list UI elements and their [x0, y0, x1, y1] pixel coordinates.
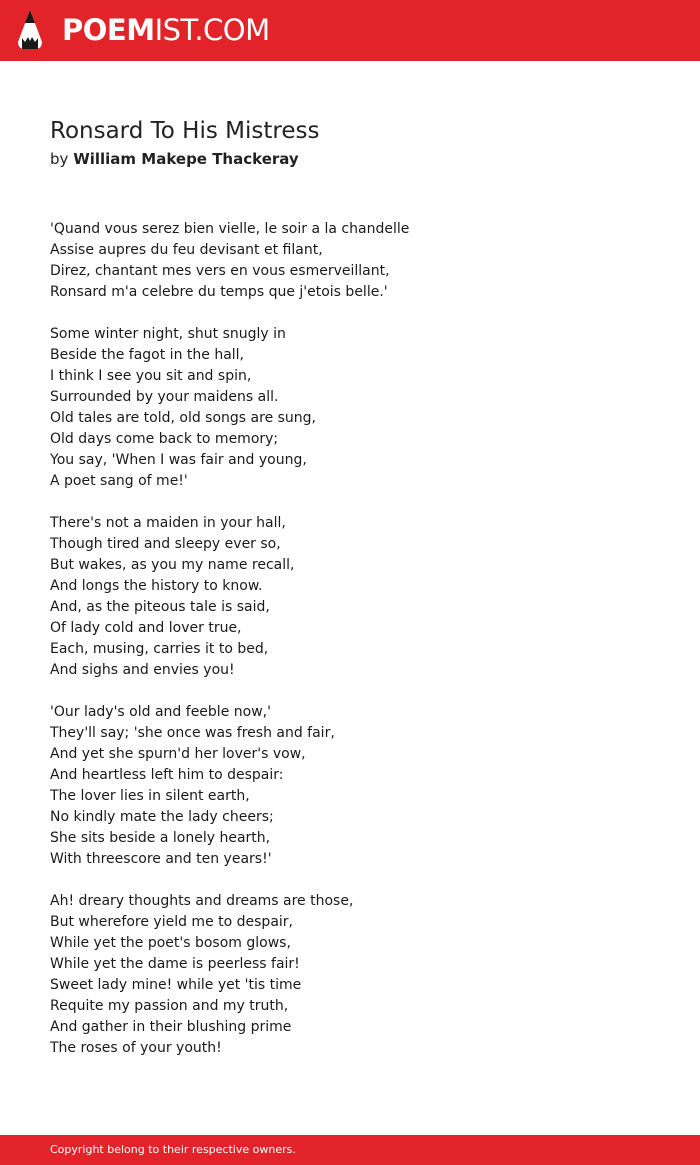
- brand-light-text: IST.COM: [154, 13, 270, 47]
- poem-line: Old tales are told, old songs are sung,: [50, 410, 317, 426]
- brand-bold-text: POEM: [62, 13, 155, 47]
- by-label: by: [50, 150, 69, 168]
- site-logo-wordmark[interactable]: [62, 13, 270, 47]
- poem-line: The roses of your youth!: [50, 1040, 222, 1056]
- poem-line: But wakes, as you my name recall,: [50, 557, 295, 573]
- poem-line: She sits beside a lonely hearth,: [50, 830, 271, 846]
- poem-line: And, as the piteous tale is said,: [50, 599, 270, 615]
- poem-line: Though tired and sleepy ever so,: [50, 536, 281, 552]
- poem-line: You say, 'When I was fair and young,: [50, 452, 307, 468]
- site-footer: [0, 1135, 700, 1165]
- poem-line: And sighs and envies you!: [50, 662, 235, 678]
- poem-line: Ah! dreary thoughts and dreams are those,: [50, 893, 354, 909]
- poem-line: With threescore and ten years!': [50, 851, 272, 867]
- stanza: [50, 324, 670, 492]
- stanza: [50, 891, 670, 1059]
- poem-line: They'll say; 'she once was fresh and fair,: [50, 725, 335, 741]
- poem-title: Ronsard To His Mistress: [50, 118, 320, 144]
- poem-line: While yet the dame is peerless fair!: [50, 956, 300, 972]
- poem-line: 'Our lady's old and feeble now,': [50, 704, 271, 720]
- byline: [50, 149, 299, 169]
- copyright-notice: Copyright belong to their respective owners.: [50, 1143, 296, 1156]
- poem-line: Some winter night, shut snugly in: [50, 326, 286, 342]
- poem-line: Of lady cold and lover true,: [50, 620, 242, 636]
- poem-line: Beside the fagot in the hall,: [50, 347, 244, 363]
- poem-line: Old days come back to memory;: [50, 431, 279, 447]
- poem-line: Sweet lady mine! while yet 'tis time: [50, 977, 302, 993]
- poem-line: There's not a maiden in your hall,: [50, 515, 286, 531]
- stanza: [50, 219, 670, 303]
- poem-line: Direz, chantant mes vers en vous esmerveillant,: [50, 263, 390, 279]
- author-name: William Makepe Thackeray: [73, 150, 299, 168]
- pencil-tip-icon[interactable]: [16, 9, 44, 51]
- poem-line: But wherefore yield me to despair,: [50, 914, 293, 930]
- poem-body: [50, 219, 670, 1080]
- poem-line: Ronsard m'a celebre du temps que j'etois belle.': [50, 284, 388, 300]
- stanza: [50, 702, 670, 870]
- poem-line: And longs the history to know.: [50, 578, 263, 594]
- poem-line: The lover lies in silent earth,: [50, 788, 250, 804]
- poem-line: Each, musing, carries it to bed,: [50, 641, 269, 657]
- poem-line: Requite my passion and my truth,: [50, 998, 289, 1014]
- poem-line: And heartless left him to despair:: [50, 767, 284, 783]
- poem-line: And gather in their blushing prime: [50, 1019, 292, 1035]
- poem-line: Surrounded by your maidens all.: [50, 389, 279, 405]
- poem-line: While yet the poet's bosom glows,: [50, 935, 291, 951]
- poem-line: A poet sang of me!': [50, 473, 188, 489]
- poem-line: No kindly mate the lady cheers;: [50, 809, 274, 825]
- stanza: [50, 513, 670, 681]
- site-header: [0, 0, 700, 61]
- poem-line: Assise aupres du feu devisant et filant,: [50, 242, 323, 258]
- poem-line: And yet she spurn'd her lover's vow,: [50, 746, 306, 762]
- poem-line: I think I see you sit and spin,: [50, 368, 252, 384]
- poem-line: 'Quand vous serez bien vielle, le soir a la chandelle: [50, 221, 410, 237]
